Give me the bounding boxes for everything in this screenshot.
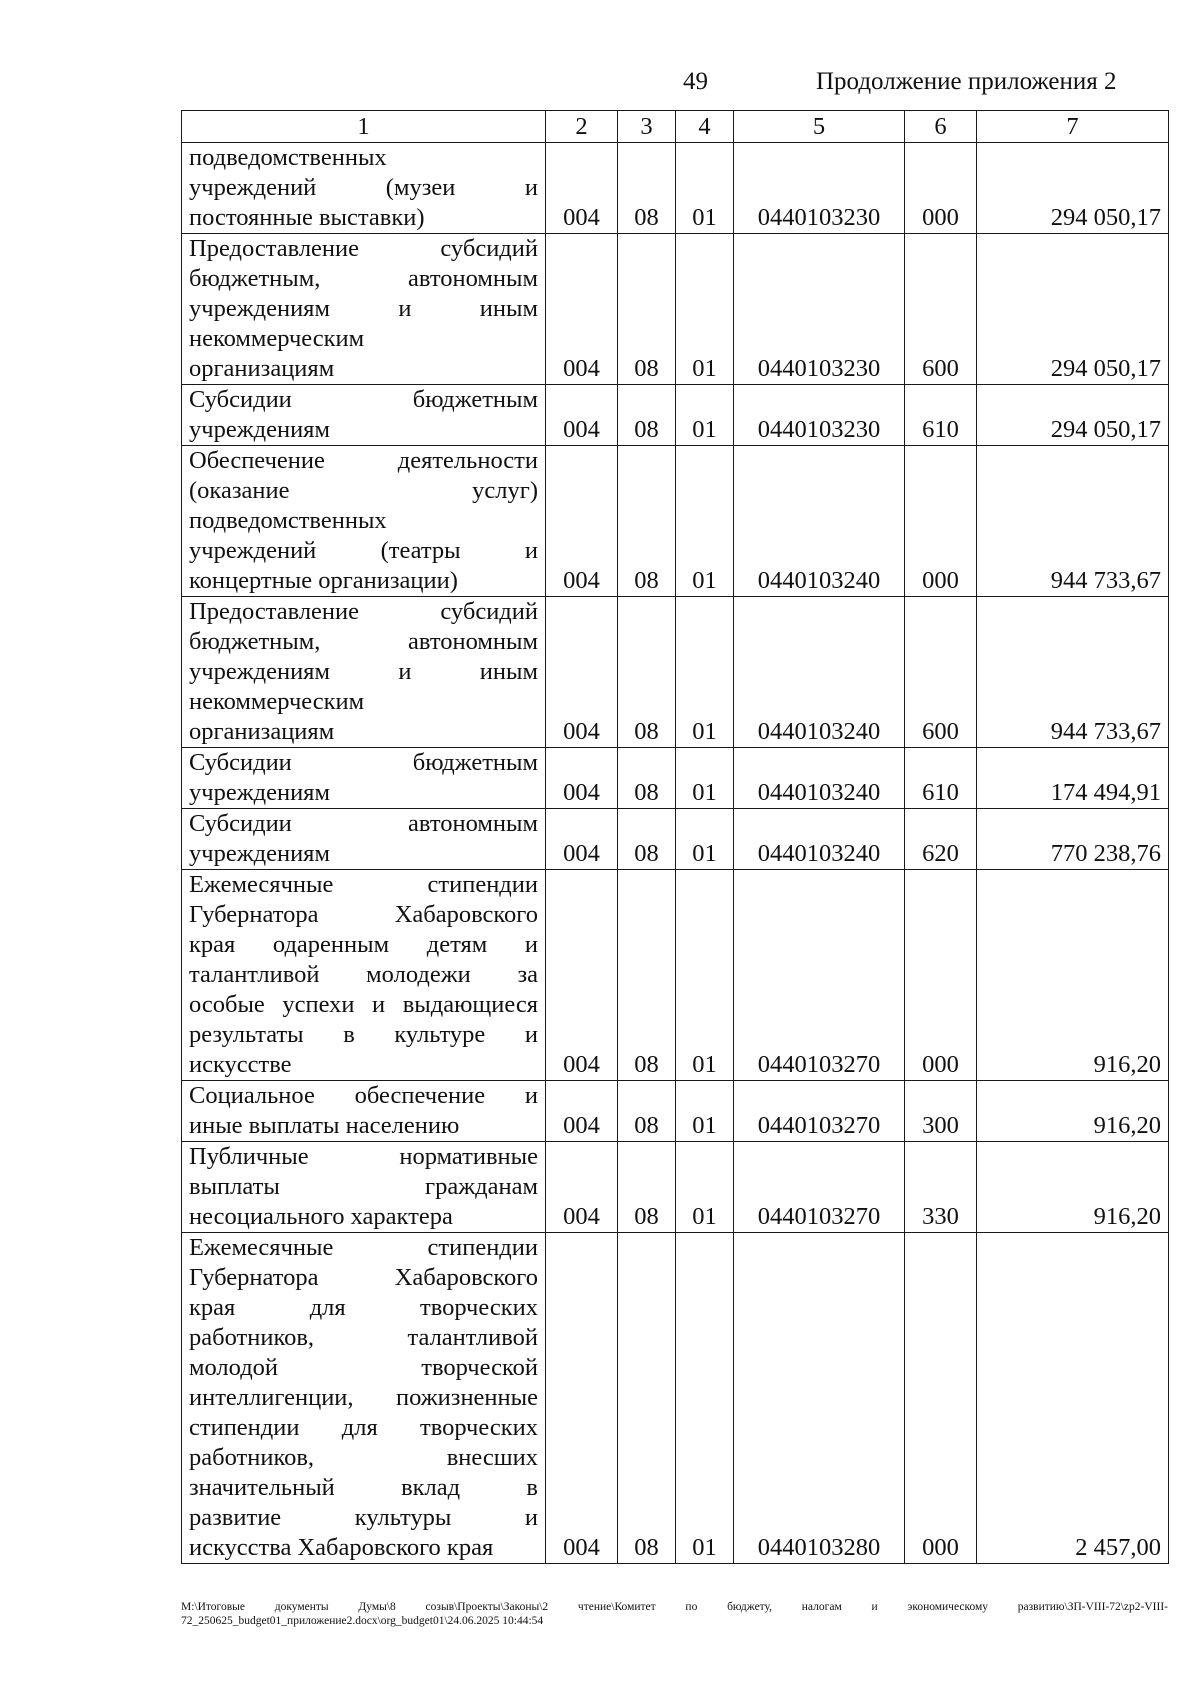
row-name-cell xyxy=(182,446,546,597)
pr-cell: 01 xyxy=(676,143,734,234)
rz-cell: 08 xyxy=(618,446,676,597)
row-name-line: искусства Хабаровского края xyxy=(189,1534,494,1561)
csr-cell: 0440103240 xyxy=(734,748,905,809)
continuation-label: Продолжение приложения 2 xyxy=(816,68,1117,95)
row-name-cell xyxy=(182,385,546,446)
row-name-line: иные выплаты населению xyxy=(189,1112,460,1139)
row-name-line: стипендии для творческих xyxy=(189,1414,538,1441)
column-header: 4 xyxy=(676,111,734,143)
row-name-line: подведомственных xyxy=(189,507,387,534)
row-name-line: Ежемесячные стипендии xyxy=(189,871,538,898)
row-name-line: учреждениям и иным xyxy=(189,658,538,685)
row-name-line: учреждениям xyxy=(189,840,330,867)
csr-cell: 0440103270 xyxy=(734,870,905,1081)
row-name-cell xyxy=(182,870,546,1081)
budget-table xyxy=(181,110,1169,1564)
row-name-line: бюджетным, автономным xyxy=(189,265,538,292)
row-name-line: Субсидии бюджетным xyxy=(189,386,538,413)
ved-cell: 004 xyxy=(546,446,618,597)
vr-cell: 600 xyxy=(905,234,977,385)
column-header: 1 xyxy=(182,111,546,143)
csr-cell: 0440103270 xyxy=(734,1142,905,1233)
csr-cell: 0440103280 xyxy=(734,1233,905,1564)
file-path-footer: M:\Итоговые документы Думы\8 созыв\Проекты\Законы\2 чтение\Комитет по бюджету, налогам и экономическому развитию\ЗП-VIII-72\zp2-VIII-72_250625_budget01_приложение2.docx\org_budget01\24.06.2025 10:44:54 xyxy=(181,1601,1168,1627)
row-name-line: Социальное обеспечение и xyxy=(189,1082,538,1109)
table-row xyxy=(182,385,1169,446)
row-name-line: Ежемесячные стипендии xyxy=(189,1234,538,1261)
pr-cell: 01 xyxy=(676,446,734,597)
vr-cell: 000 xyxy=(905,143,977,234)
row-name-line: учреждений (театры и xyxy=(189,537,538,564)
row-name-cell xyxy=(182,1233,546,1564)
row-name-line: некоммерческим xyxy=(189,325,365,352)
table-row xyxy=(182,597,1169,748)
pr-cell: 01 xyxy=(676,385,734,446)
row-name-line: подведомственных xyxy=(189,144,387,171)
column-header: 5 xyxy=(734,111,905,143)
vr-cell: 300 xyxy=(905,1081,977,1142)
ved-cell: 004 xyxy=(546,809,618,870)
amount-cell: 944 733,67 xyxy=(977,446,1169,597)
row-name-cell xyxy=(182,1142,546,1233)
vr-cell: 620 xyxy=(905,809,977,870)
csr-cell: 0440103240 xyxy=(734,446,905,597)
table-row xyxy=(182,143,1169,234)
table-body xyxy=(182,143,1169,1564)
row-name-line: некоммерческим xyxy=(189,688,365,715)
table-row xyxy=(182,748,1169,809)
vr-cell: 600 xyxy=(905,597,977,748)
rz-cell: 08 xyxy=(618,748,676,809)
row-name-line: особые успехи и выдающиеся xyxy=(189,991,538,1018)
table-row xyxy=(182,1081,1169,1142)
row-name-cell xyxy=(182,1081,546,1142)
rz-cell: 08 xyxy=(618,597,676,748)
row-name-line: Обеспечение деятельности xyxy=(189,447,538,474)
row-name-line: работников, талантливой xyxy=(189,1324,538,1351)
csr-cell: 0440103270 xyxy=(734,1081,905,1142)
row-name-line: искусстве xyxy=(189,1051,292,1078)
amount-cell: 944 733,67 xyxy=(977,597,1169,748)
vr-cell: 000 xyxy=(905,870,977,1081)
pr-cell: 01 xyxy=(676,1081,734,1142)
amount-cell: 2 457,00 xyxy=(977,1233,1169,1564)
ved-cell: 004 xyxy=(546,1233,618,1564)
rz-cell: 08 xyxy=(618,385,676,446)
row-name-line: (оказание услуг) xyxy=(189,477,538,504)
row-name-line: Предоставление субсидий xyxy=(189,598,538,625)
row-name-line: значительный вклад в xyxy=(189,1474,538,1501)
column-header: 7 xyxy=(977,111,1169,143)
row-name-line: развитие культуры и xyxy=(189,1504,538,1531)
pr-cell: 01 xyxy=(676,809,734,870)
ved-cell: 004 xyxy=(546,597,618,748)
row-name-line: несоциального характера xyxy=(189,1203,453,1230)
ved-cell: 004 xyxy=(546,748,618,809)
amount-cell: 294 050,17 xyxy=(977,234,1169,385)
row-name-line: организациям xyxy=(189,355,335,382)
table-header xyxy=(182,111,1169,143)
row-name-line: постоянные выставки) xyxy=(189,204,425,231)
row-name-line: Субсидии автономным xyxy=(189,810,538,837)
row-name-line: Губернатора Хабаровского xyxy=(189,901,538,928)
rz-cell: 08 xyxy=(618,234,676,385)
amount-cell: 174 494,91 xyxy=(977,748,1169,809)
csr-cell: 0440103230 xyxy=(734,234,905,385)
header-row xyxy=(182,111,1169,143)
row-name-cell xyxy=(182,234,546,385)
rz-cell: 08 xyxy=(618,143,676,234)
amount-cell: 916,20 xyxy=(977,870,1169,1081)
pr-cell: 01 xyxy=(676,870,734,1081)
rz-cell: 08 xyxy=(618,1081,676,1142)
csr-cell: 0440103230 xyxy=(734,385,905,446)
table-row xyxy=(182,870,1169,1081)
pr-cell: 01 xyxy=(676,597,734,748)
row-name-line: учреждений (музеи и xyxy=(189,174,538,201)
row-name-line: талантливой молодежи за xyxy=(189,961,538,988)
csr-cell: 0440103240 xyxy=(734,597,905,748)
vr-cell: 330 xyxy=(905,1142,977,1233)
row-name-cell xyxy=(182,809,546,870)
row-name-line: Публичные нормативные xyxy=(189,1143,538,1170)
row-name-line: учреждениям xyxy=(189,416,330,443)
row-name-line: Губернатора Хабаровского xyxy=(189,1264,538,1291)
ved-cell: 004 xyxy=(546,234,618,385)
column-header: 2 xyxy=(546,111,618,143)
amount-cell: 294 050,17 xyxy=(977,143,1169,234)
row-name-line: учреждениям xyxy=(189,779,330,806)
amount-cell: 916,20 xyxy=(977,1081,1169,1142)
csr-cell: 0440103230 xyxy=(734,143,905,234)
row-name-cell xyxy=(182,143,546,234)
row-name-line: интеллигенции, пожизненные xyxy=(189,1384,538,1411)
ved-cell: 004 xyxy=(546,1081,618,1142)
csr-cell: 0440103240 xyxy=(734,809,905,870)
rz-cell: 08 xyxy=(618,809,676,870)
pr-cell: 01 xyxy=(676,748,734,809)
vr-cell: 610 xyxy=(905,385,977,446)
row-name-line: Субсидии бюджетным xyxy=(189,749,538,776)
row-name-line: работников, внесших xyxy=(189,1444,538,1471)
row-name-line: молодой творческой xyxy=(189,1354,538,1381)
ved-cell: 004 xyxy=(546,870,618,1081)
ved-cell: 004 xyxy=(546,385,618,446)
row-name-line: выплаты гражданам xyxy=(189,1173,538,1200)
ved-cell: 004 xyxy=(546,1142,618,1233)
row-name-line: учреждениям и иным xyxy=(189,295,538,322)
ved-cell: 004 xyxy=(546,143,618,234)
rz-cell: 08 xyxy=(618,1142,676,1233)
row-name-cell xyxy=(182,597,546,748)
row-name-line: Предоставление субсидий xyxy=(189,235,538,262)
pr-cell: 01 xyxy=(676,234,734,385)
table-row xyxy=(182,1233,1169,1564)
table-row xyxy=(182,234,1169,385)
row-name-line: результаты в культуре и xyxy=(189,1021,538,1048)
row-name-line: бюджетным, автономным xyxy=(189,628,538,655)
vr-cell: 610 xyxy=(905,748,977,809)
vr-cell: 000 xyxy=(905,1233,977,1564)
row-name-line: концертные организации) xyxy=(189,567,458,594)
amount-cell: 916,20 xyxy=(977,1142,1169,1233)
column-header: 3 xyxy=(618,111,676,143)
amount-cell: 294 050,17 xyxy=(977,385,1169,446)
amount-cell: 770 238,76 xyxy=(977,809,1169,870)
rz-cell: 08 xyxy=(618,1233,676,1564)
row-name-line: организациям xyxy=(189,718,335,745)
row-name-line: края одаренным детям и xyxy=(189,931,538,958)
table-row xyxy=(182,809,1169,870)
vr-cell: 000 xyxy=(905,446,977,597)
table-row xyxy=(182,446,1169,597)
pr-cell: 01 xyxy=(676,1233,734,1564)
page-number: 49 xyxy=(683,68,708,95)
row-name-line: края для творческих xyxy=(189,1294,538,1321)
pr-cell: 01 xyxy=(676,1142,734,1233)
row-name-cell xyxy=(182,748,546,809)
rz-cell: 08 xyxy=(618,870,676,1081)
column-header: 6 xyxy=(905,111,977,143)
table-row xyxy=(182,1142,1169,1233)
